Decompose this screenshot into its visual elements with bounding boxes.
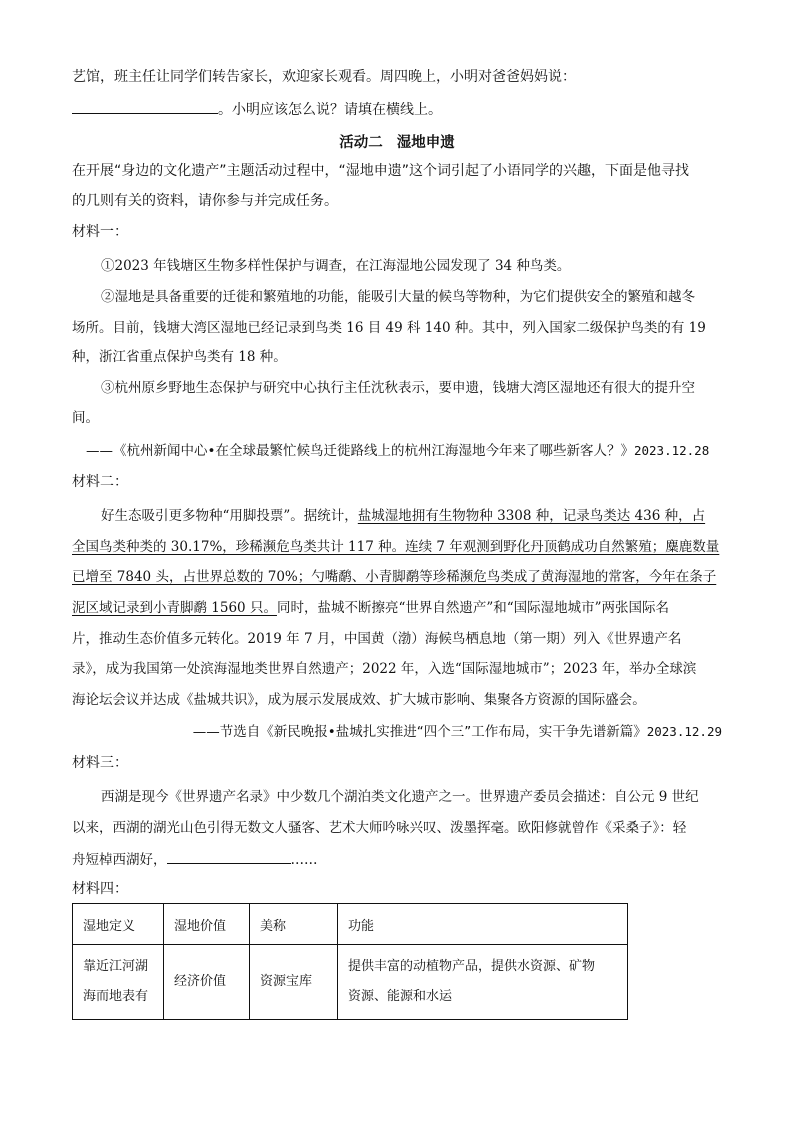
- material-1-item-2-line-1: ②湿地是具备重要的迁徙和繁殖地的功能，能吸引大量的候鸟等物种，为它们提供安全的繁殖和越冬: [101, 289, 695, 305]
- material-2-source: [193, 722, 722, 742]
- activity-title-name: 湿地申遗: [396, 135, 455, 151]
- material-2-line-1-underlined: 盐城湿地拥有生物物种 3308 种，记录鸟类达 436 种，占: [357, 508, 706, 524]
- intro-line-2: 的几则有关的资料，请你参与并完成任务。: [72, 193, 338, 209]
- table-row: [73, 945, 628, 1020]
- table-header-cell: 美称: [250, 904, 338, 945]
- material-1-item-3-line-1: ③杭州原乡野地生态保护与研究中心执行主任沈秋表示，要申遗，钱塘大湾区湿地还有很大的提升空: [101, 380, 695, 396]
- material-2-line-5: 片，推动生态价值多元转化。2019 年 7 月，中国黄（渤）海候鸟栖息地（第一期）列入《世界遗产名: [72, 631, 682, 647]
- material-2-line-4: [72, 598, 669, 618]
- material-1-item-2-line-3: 种，浙江省重点保护鸟类有 18 种。: [72, 349, 287, 365]
- table-header-cell: 湿地定义: [73, 904, 164, 945]
- definition-line-2: 海而地表有: [83, 989, 149, 1004]
- function-line-1: 提供丰富的动植物产品，提供水资源、矿物: [348, 959, 596, 974]
- table-cell-name: 资源宝库: [250, 945, 338, 1020]
- material-2-line-4-underlined: 泥区域记录到小青脚鹬 1560 只。: [72, 600, 277, 616]
- table-cell-function: [338, 945, 628, 1020]
- material-3-line-2: 以来，西湖的湖光山色引得无数文人骚客、艺术大师吟咏兴叹、泼墨挥毫。欧阳修就曾作《采桑子》：轻: [72, 820, 687, 836]
- intro-line-1: 在开展“身边的文化遗产”主题活动过程中，“湿地申遗”这个词引起了小语同学的兴趣，下面是他寻找: [72, 163, 690, 179]
- material-1-date: 2023.12.28: [633, 443, 710, 458]
- table-header-row: [73, 904, 628, 945]
- material-2-line-4-text: 同时，盐城不断擦亮“世界自然遗产”和“国际湿地城市”两张国际名: [276, 600, 670, 616]
- top-text-line-1: 艺馆，班主任让同学们转告家长，欢迎家长观看。周四晚上，小明对爸爸妈妈说：: [72, 69, 576, 85]
- activity-title-number: 活动二: [339, 135, 383, 151]
- top-text-line-2-tail: 。小明应该怎么说？请填在横线上。: [218, 102, 442, 118]
- material-3-line-3: [72, 848, 318, 870]
- material-2-line-6: 录》，成为我国第一处滨海湿地类世界自然遗产；2022 年，入选“国际湿地城市”；2023 年，举办全球滨: [72, 661, 697, 677]
- definition-line-1: 靠近江河湖: [83, 959, 149, 974]
- function-line-2: 资源、能源和水运: [348, 989, 453, 1004]
- material-1-item-3-line-2: 间。: [72, 410, 99, 426]
- material-3-line-1: 西湖是现今《世界遗产名录》中少数几个湖泊类文化遗产之一。世界遗产委员会描述：自公元 9 世纪: [101, 789, 699, 805]
- top-text-line-2: [72, 98, 442, 120]
- activity-title: [0, 131, 794, 152]
- material-2-date: 2023.12.29: [646, 724, 722, 739]
- material-3-ellipsis: ……: [290, 852, 318, 868]
- material-3-line-3-text: 舟短棹西湖好，: [72, 852, 167, 868]
- answer-blank[interactable]: [72, 98, 218, 114]
- material-2-label: 材料二：: [72, 474, 128, 490]
- table-header-cell: 功能: [338, 904, 628, 945]
- material-1-item-1: ①2023 年钱塘区生物多样性保护与调查，在江海湿地公园发现了 34 种鸟类。: [101, 258, 571, 274]
- material-2-line-7: 海论坛会议并达成《盐城共识》，成为展示发展成效、扩大城市影响、集聚各方资源的国际盛会。: [72, 692, 646, 708]
- material-2-line-2: 全国鸟类种类的 30.17%，珍稀濒危鸟类共计 117 种。连续 7 年观测到野化丹顶鹤成功自然繁殖；麋鹿数量: [72, 539, 720, 555]
- material-1-source: [86, 441, 709, 461]
- material-4-table: [72, 903, 628, 1020]
- material-3-label: 材料三：: [72, 755, 128, 771]
- table-cell-value: 经济价值: [164, 945, 250, 1020]
- poem-blank[interactable]: [167, 848, 291, 864]
- material-4-label: 材料四：: [72, 881, 128, 897]
- material-1-label: 材料一：: [72, 224, 128, 240]
- material-2-line-1-text: 好生态吸引更多物种“用脚投票”。据统计，: [101, 508, 358, 524]
- table-header-cell: 湿地价值: [164, 904, 250, 945]
- table-cell-definition: [73, 945, 164, 1020]
- material-1-source-title: ——《杭州新闻中心•在全球最繁忙候鸟迁徙路线上的杭州江海湿地今年来了哪些新客人？》: [86, 443, 634, 459]
- material-2-line-1: [101, 506, 705, 526]
- material-1-item-2-line-2: 场所。目前，钱塘大湾区湿地已经记录到鸟类 16 目 49 科 140 种。其中，列入国家二级保护鸟类的有 19: [72, 320, 706, 336]
- material-2-source-title: ——节选自《新民晚报•盐城扎实推进“四个三”工作布局，实干争先谱新篇》: [192, 724, 647, 740]
- material-2-line-3: 已增至 7840 头，占世界总数的 70%；勺嘴鹬、小青脚鹬等珍稀濒危鸟类成了黄海湿地的常客，今年在条子: [72, 569, 717, 585]
